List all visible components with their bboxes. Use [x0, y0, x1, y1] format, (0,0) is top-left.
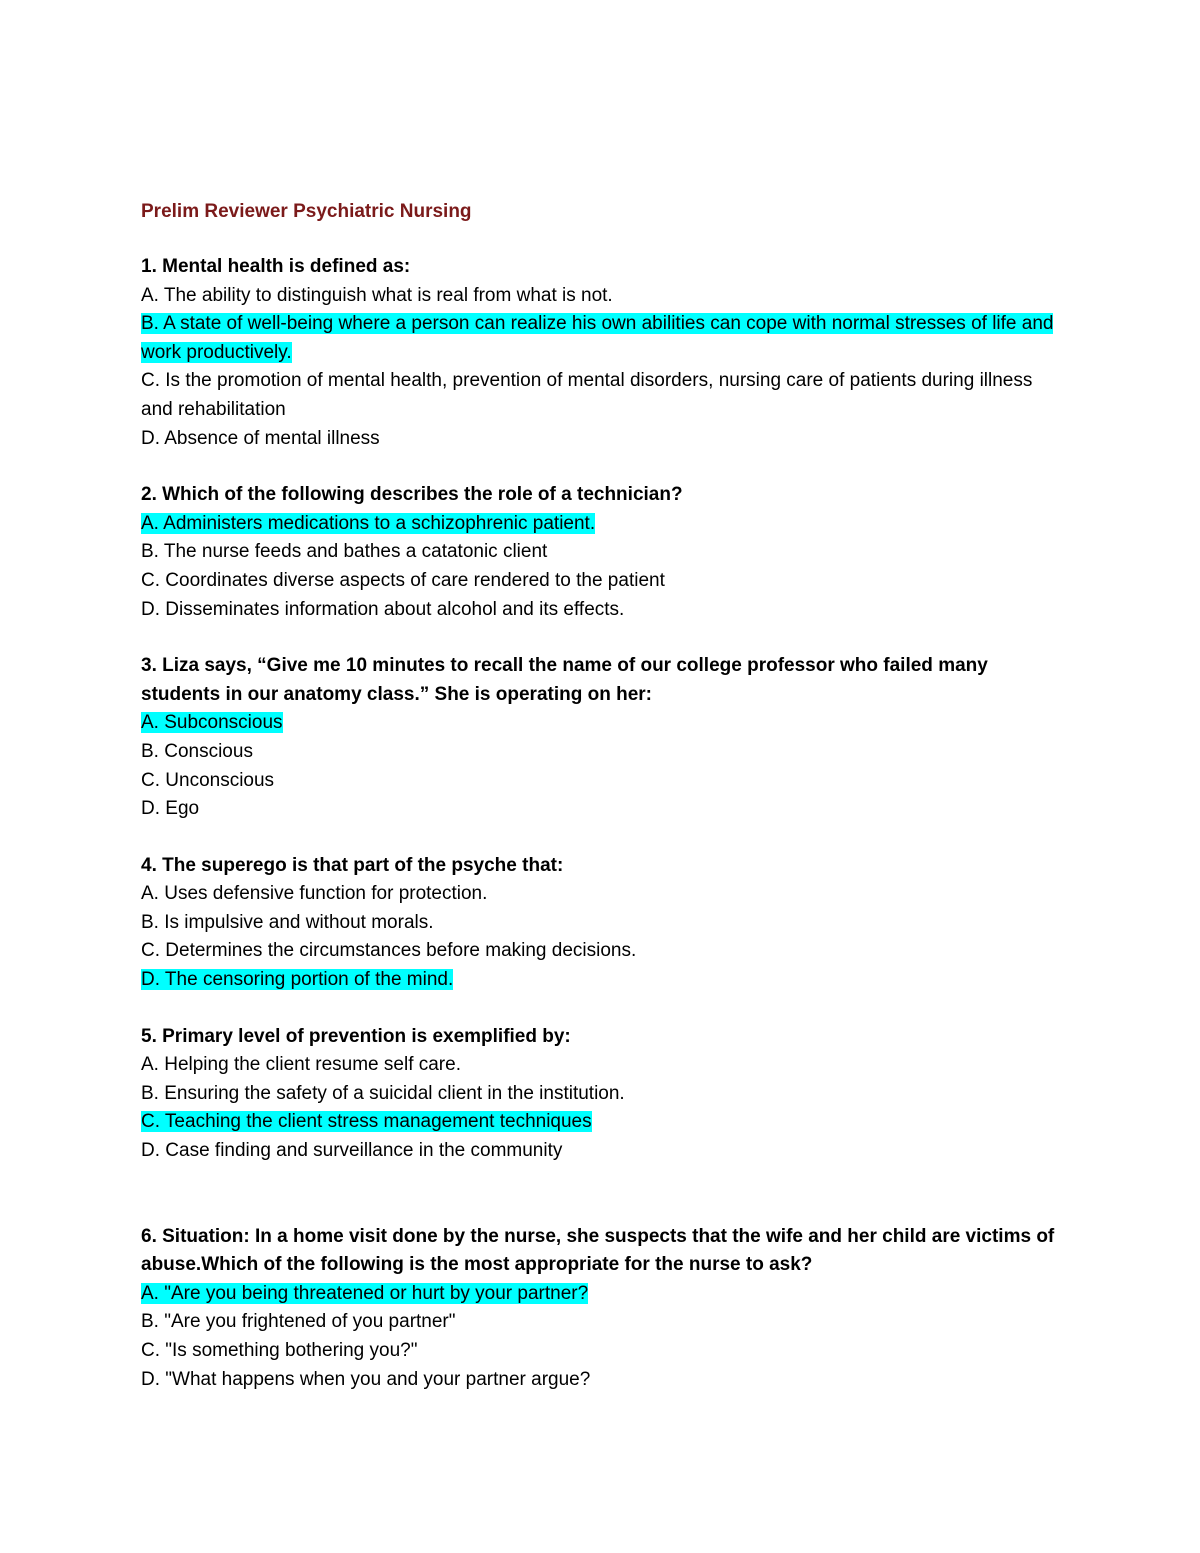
answer-option-text: C. Is the promotion of mental health, prevention of mental disorders, nursing care of patients during illness and rehabilitation: [141, 370, 1033, 420]
answer-option-text: C. Determines the circumstances before making decisions.: [141, 940, 637, 962]
question-block: [141, 1223, 1061, 1395]
answer-option-text: B. "Are you frightened of you partner": [141, 1311, 456, 1333]
document-page: [141, 197, 1061, 1422]
answer-option: [141, 795, 1061, 824]
answer-option: [141, 1366, 1061, 1395]
answer-option: [141, 1137, 1061, 1166]
question-block: [141, 253, 1061, 453]
answer-option: [141, 1337, 1061, 1366]
answer-option-text: A. Helping the client resume self care.: [141, 1054, 461, 1076]
answer-option-text: B. The nurse feeds and bathes a catatonic client: [141, 541, 548, 563]
answer-option-text: D. The censoring portion of the mind.: [141, 969, 454, 991]
question-text: 1. Mental health is defined as:: [141, 256, 411, 277]
question-text: 4. The superego is that part of the psyche that:: [141, 854, 564, 876]
question-block: [141, 852, 1061, 995]
question-block: [141, 481, 1061, 624]
answer-option: [141, 937, 1061, 966]
answer-option: [141, 767, 1061, 796]
answer-option: [141, 538, 1061, 567]
question-text: 3. Liza says, “Give me 10 minutes to recall the name of our college professor who failed many students in our anatomy class.” She is operating on her:: [141, 655, 988, 705]
answer-option-text: B. Is impulsive and without morals.: [141, 911, 434, 933]
answer-option-text: C. Unconscious: [141, 769, 275, 791]
answer-option: [141, 880, 1061, 909]
answer-option: [141, 909, 1061, 938]
answer-option-text: A. Administers medications to a schizophrenic patient.: [141, 512, 596, 534]
answer-option: [141, 738, 1061, 767]
answer-option-text: D. Disseminates information about alcohol and its effects.: [141, 598, 625, 620]
question-text: 6. Situation: In a home visit done by the nurse, she suspects that the wife and her child are victims of abuse.Which of the following is the most appropriate for the nurse to ask?: [141, 1225, 1055, 1276]
answer-option: [141, 1308, 1061, 1337]
answer-option-text: B. Conscious: [141, 740, 253, 762]
answer-option-text: D. Absence of mental illness: [141, 427, 380, 449]
answer-option-text: A. Uses defensive function for protection.: [141, 883, 488, 905]
question-block: [141, 652, 1061, 824]
answer-option: [141, 425, 1061, 454]
answer-option-highlighted: [141, 709, 1061, 738]
answer-option-text: C. Teaching the client stress management techniques: [141, 1111, 592, 1133]
question-list: [141, 253, 1061, 1394]
answer-option-text: A. The ability to distinguish what is real from what is not.: [141, 284, 613, 306]
answer-option-text: C. Coordinates diverse aspects of care rendered to the patient: [141, 569, 665, 591]
answer-option: [141, 1051, 1061, 1080]
answer-option-highlighted: [141, 1280, 1061, 1309]
answer-option: [141, 596, 1061, 625]
answer-option: [141, 1080, 1061, 1109]
answer-option-highlighted: [141, 966, 1061, 995]
question-text: 5. Primary level of prevention is exemplified by:: [141, 1025, 571, 1047]
answer-option: [141, 282, 1061, 311]
answer-option: [141, 567, 1061, 596]
answer-option-text: A. Subconscious: [141, 712, 283, 734]
answer-option-highlighted: [141, 510, 1061, 539]
answer-option: [141, 367, 1061, 424]
question-text: 2. Which of the following describes the role of a technician?: [141, 484, 683, 506]
answer-option-highlighted: [141, 310, 1061, 367]
document-title: Prelim Reviewer Psychiatric Nursing: [141, 201, 472, 222]
answer-option-text: B. Ensuring the safety of a suicidal client in the institution.: [141, 1082, 625, 1104]
answer-option-highlighted: [141, 1108, 1061, 1137]
question-block: [141, 1023, 1061, 1166]
answer-option-text: B. A state of well-being where a person can realize his own abilities can cope with normal stresses of life and work productively.: [141, 313, 1054, 363]
answer-option-text: D. Case finding and surveillance in the community: [141, 1140, 563, 1162]
answer-option-text: D. "What happens when you and your partner argue?: [141, 1368, 591, 1390]
answer-option-text: A. "Are you being threatened or hurt by your partner?: [141, 1282, 589, 1304]
answer-option-text: C. "Is something bothering you?": [141, 1340, 418, 1361]
answer-option-text: D. Ego: [141, 798, 200, 820]
